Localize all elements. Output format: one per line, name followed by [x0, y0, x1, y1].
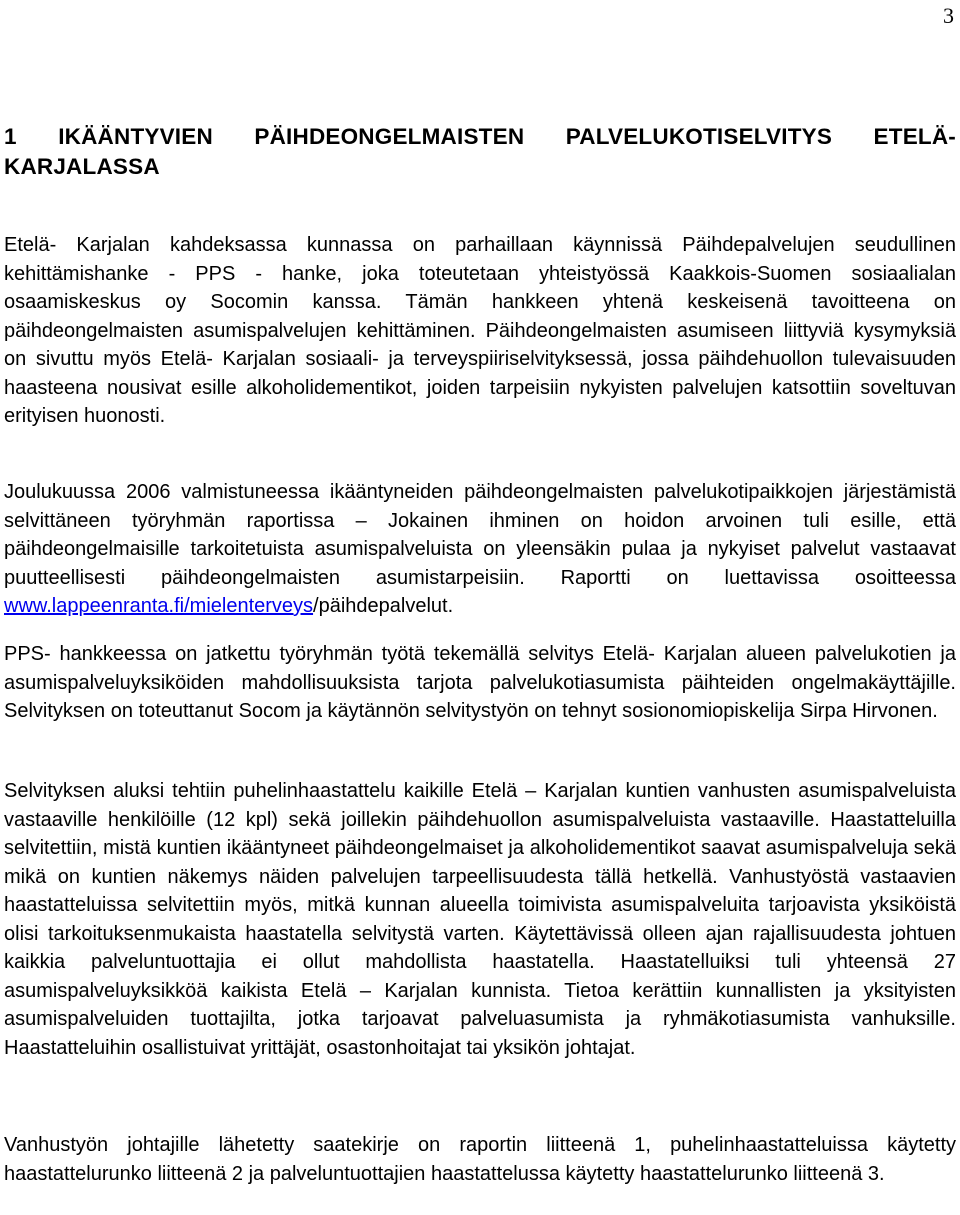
page-number: 3 [943, 3, 954, 28]
paragraph-appendices: Vanhustyön johtajille lähetetty saatekirje on raportin liitteenä 1, puhelinhaastatteluissa käytetty haastattelurunko liitteenä 2 ja palveluntuottajien haastattelussa käytetty haastattelurunko liitteenä 3. [4, 1134, 956, 1185]
paragraph-report [4, 478, 956, 621]
section-heading: 1 IKÄÄNTYVIEN PÄIHDEONGELMAISTEN PALVELUKOTISELVITYS ETELÄ-KARJALASSA [4, 124, 956, 179]
paragraph-intro: Etelä- Karjalan kahdeksassa kunnassa on parhaillaan käynnissä Päihdepalvelujen seudullinen kehittämishanke - PPS - hanke, joka toteutetaan yhteistyössä Kaakkois-Suomen sosiaalialan osaamiskeskus oy Socomin kanssa. Tämän hankkeen yhtenä keskeisenä tavoitteena on päihdeongelmaisten asumispalvelujen kehittäminen. Päihdeongelmaisten asumiseen liittyviä kysymyksiä on sivuttu myös Etelä- Karjalan sosiaali- ja terveyspiiriselvityksessä, jossa päihdehuollon tulevaisuuden haasteena nousivat esille alkoholidementikot, joiden tarpeisiin nykyisten palvelujen katsottiin soveltuvan erityisen huonosti. [4, 234, 956, 427]
report-link[interactable]: www.lappeenranta.fi/mielenterveys [4, 595, 314, 617]
paragraph-report-text: Joulukuussa 2006 valmistuneessa ikääntyneiden päihdeongelmaisten palvelukotipaikkojen järjestämistä selvittäneen työryhmän raportissa – Jokainen ihminen on hoidon arvoinen tuli esille, että päihdeongelmaisille tarkoitetuista asumispalveluista on yleensäkin pulaa ja nykyiset palvelut vastaavat puutteellisesti päihdeongelmaisten asumistarpeisiin. Raportti on luettavissa osoitteessa [4, 481, 956, 589]
paragraph-method: Selvityksen aluksi tehtiin puhelinhaastattelu kaikille Etelä – Karjalan kuntien vanhusten asumispalveluista vastaaville henkilöille (12 kpl) sekä joillekin päihdehuollon asumispalveluista vastaaville. Haastatteluilla selvitettiin, mistä kuntien ikääntyneet päihdeongelmaiset ja alkoholidementikot saavat asumispalveluja sekä mikä on kuntien näkemys näiden palvelujen tarpeellisuudesta tällä hetkellä. Vanhustyöstä vastaavien haastatteluissa selvitettiin myös, mitkä kunnan alueella toimivista asumispalveluita tarjoavista yksiköistä olisi tarkoituksenmukaista haastatella selvitystä varten. Käytettävissä olleen ajan rajallisuudesta johtuen kaikkia palveluntuottajia ei ollut mahdollista haastatella. Haastatelluiksi tuli yhteensä 27 asumispalveluyksikköä kaikista Etelä – Karjalan kunnista. Tietoa kerättiin kunnallisten ja yksityisten asumispalveluiden tuottajilta, jotka tarjoavat palveluasumista ja ryhmäkotiasumista vanhuksille. Haastatteluihin osallistuivat yrittäjät, osastonhoitajat tai yksikön johtajat. [4, 780, 956, 1059]
paragraph-project: PPS- hankkeessa on jatkettu työryhmän työtä tekemällä selvitys Etelä- Karjalan alueen palvelukotien ja asumispalveluyksiköiden mahdollisuuksista tarjota palvelukotiasumista päihteiden ongelmakäyttäjille. Selvityksen on toteuttanut Socom ja käytännön selvitystyön on tehnyt sosionomiopiskelija Sirpa Hirvonen. [4, 643, 956, 722]
paragraph-report-suffix: /päihdepalvelut. [313, 595, 454, 617]
